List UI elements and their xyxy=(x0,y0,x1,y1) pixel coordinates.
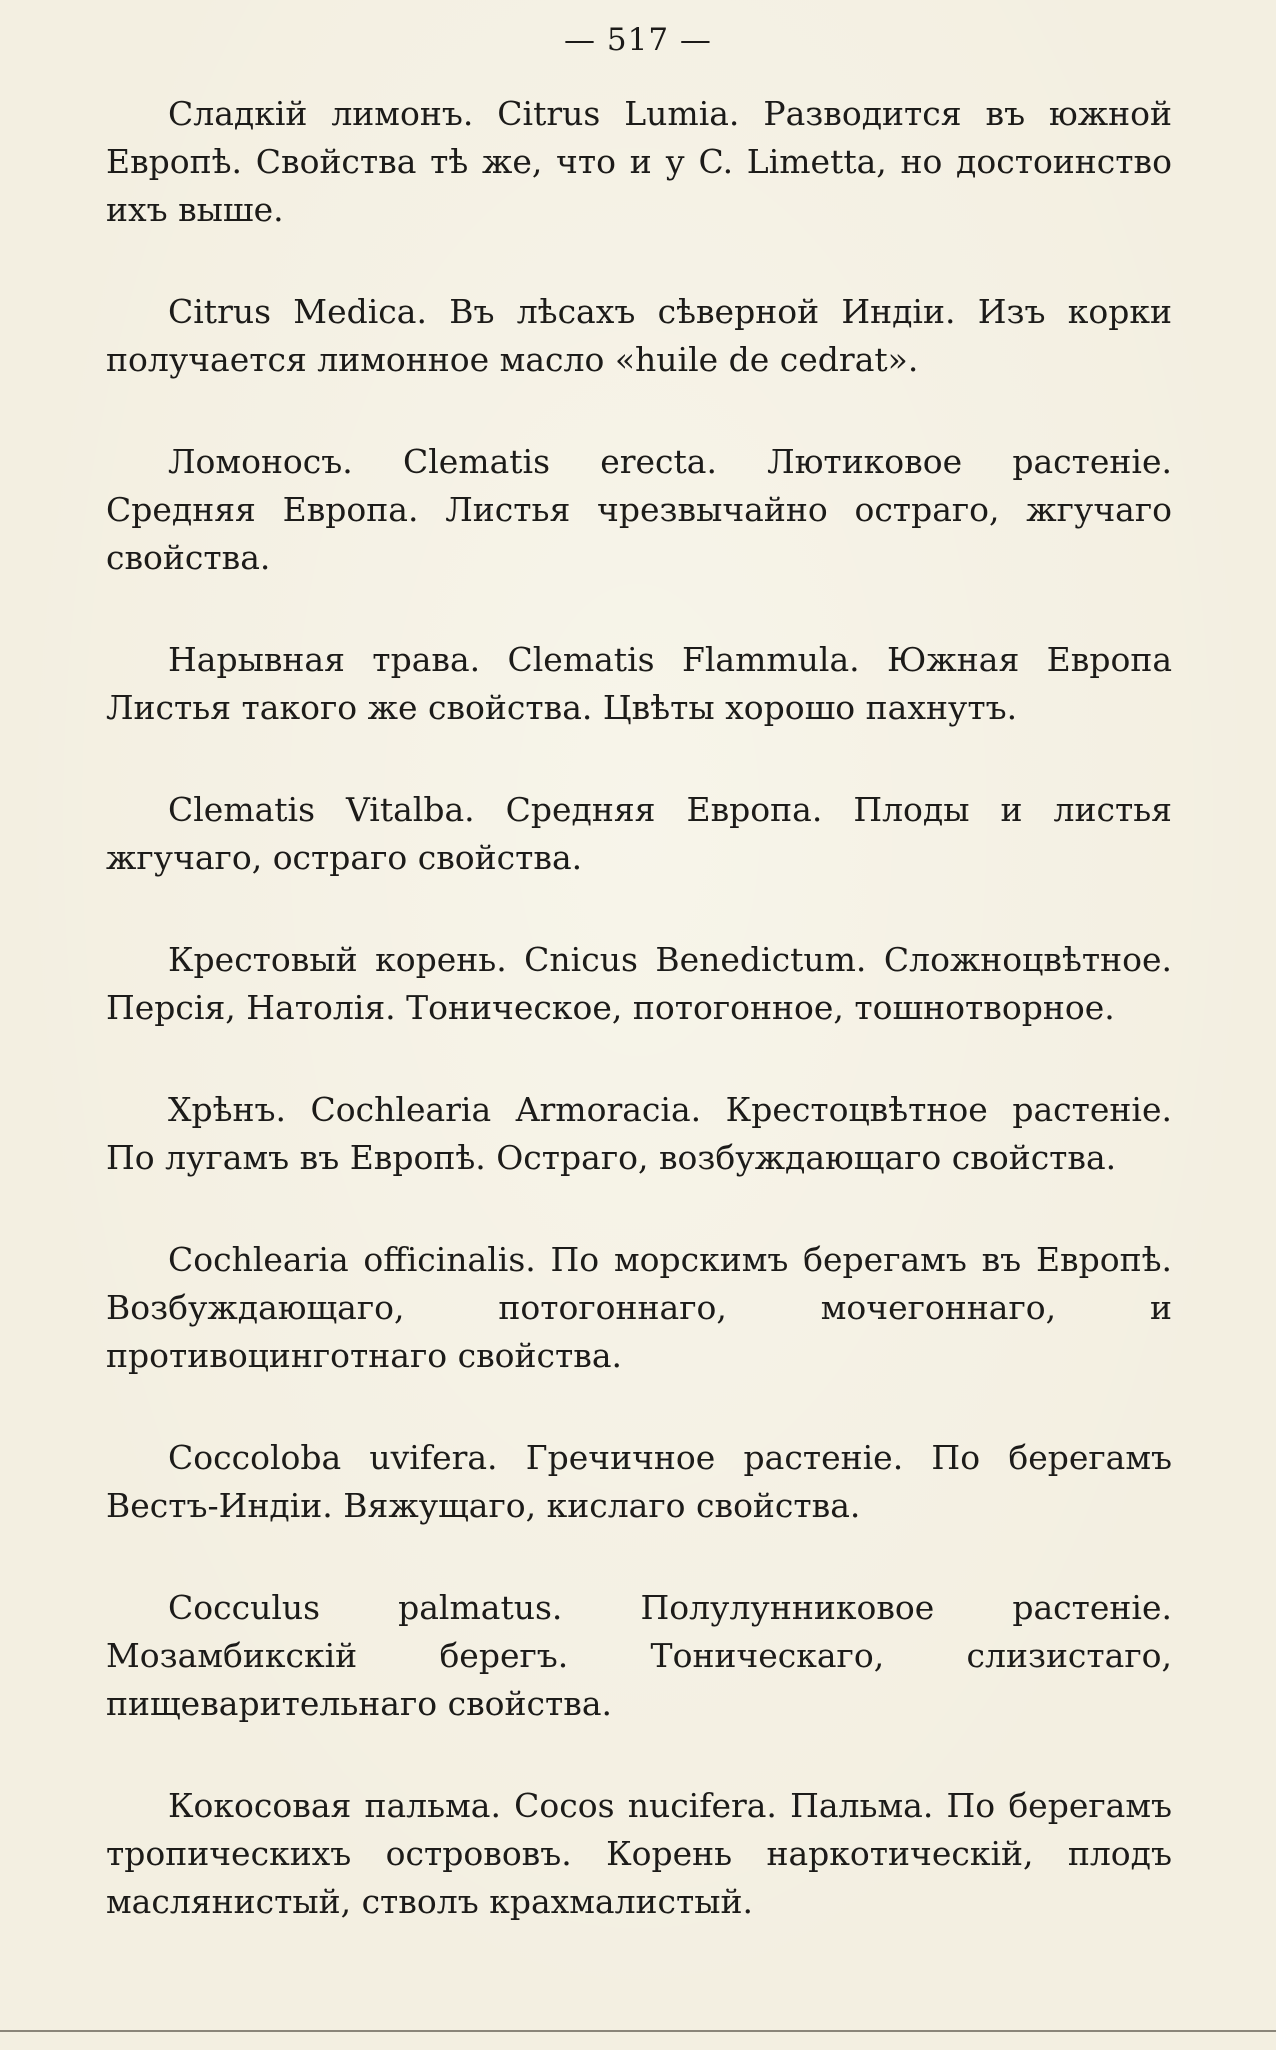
entry-cocculus-palmatus: Cocculus palmatus. Полулунниковое растеніе. Мозамбикскій берегъ. Тоническаго, слизистаго, пищеварительнаго свойства. xyxy=(106,1588,1172,1723)
page-number: — 517 — xyxy=(564,22,712,58)
entry-clematis-flammula: Нарывная трава. Clematis Flammula. Южная Европа Листья такого же свойства. Цвѣты хорошо пахнутъ. xyxy=(106,640,1172,727)
entry-sweet-lemon: Сладкій лимонъ. Citrus Lumia. Разводится въ южной Европѣ. Свойства тѣ же, что и у C. Limetta, но достоинство ихъ выше. xyxy=(106,94,1172,229)
entry-cnicus-benedictum: Крестовый корень. Cnicus Benedictum. Сложноцвѣтное. Персія, Натолія. Тоническое, потогонное, тошнотворное. xyxy=(106,940,1172,1027)
entry-cochlearia-officinalis: Cochlearia officinalis. По морскимъ берегамъ въ Европѣ. Возбуждающаго, потогоннаго, мочегоннаго, и противоцинготнаго свойства. xyxy=(106,1240,1172,1375)
entry-cochlearia-armoracia: Хрѣнъ. Cochlearia Armoracia. Крестоцвѣтное растеніе. По лугамъ въ Европѣ. Остраго, возбуждающаго свойства. xyxy=(106,1090,1172,1177)
entry-citrus-medica: Citrus Medica. Въ лѣсахъ сѣверной Индіи. Изъ корки получается лимонное масло «huile de cedrat». xyxy=(106,292,1172,379)
entry-clematis-vitalba: Clematis Vitalba. Средняя Европа. Плоды и листья жгучаго, остраго свойства. xyxy=(106,790,1172,877)
text-block xyxy=(106,90,1172,1980)
entry-cocos-nucifera: Кокосовая пальма. Cocos nucifera. Пальма. По берегамъ тропическихъ острововъ. Корень наркотическій, плодъ маслянистый, стволъ крахмалистый. xyxy=(106,1786,1172,1921)
bottom-edge-rule xyxy=(0,2030,1276,2032)
entry-coccoloba-uvifera: Coccoloba uvifera. Гречичное растеніе. По берегамъ Вестъ-Индіи. Вяжущаго, кислаго свойства. xyxy=(106,1438,1172,1525)
entry-clematis-erecta: Ломоносъ. Clematis erecta. Лютиковое растеніе. Средняя Европа. Листья чрезвычайно остраго, жгучаго свойства. xyxy=(106,442,1172,577)
